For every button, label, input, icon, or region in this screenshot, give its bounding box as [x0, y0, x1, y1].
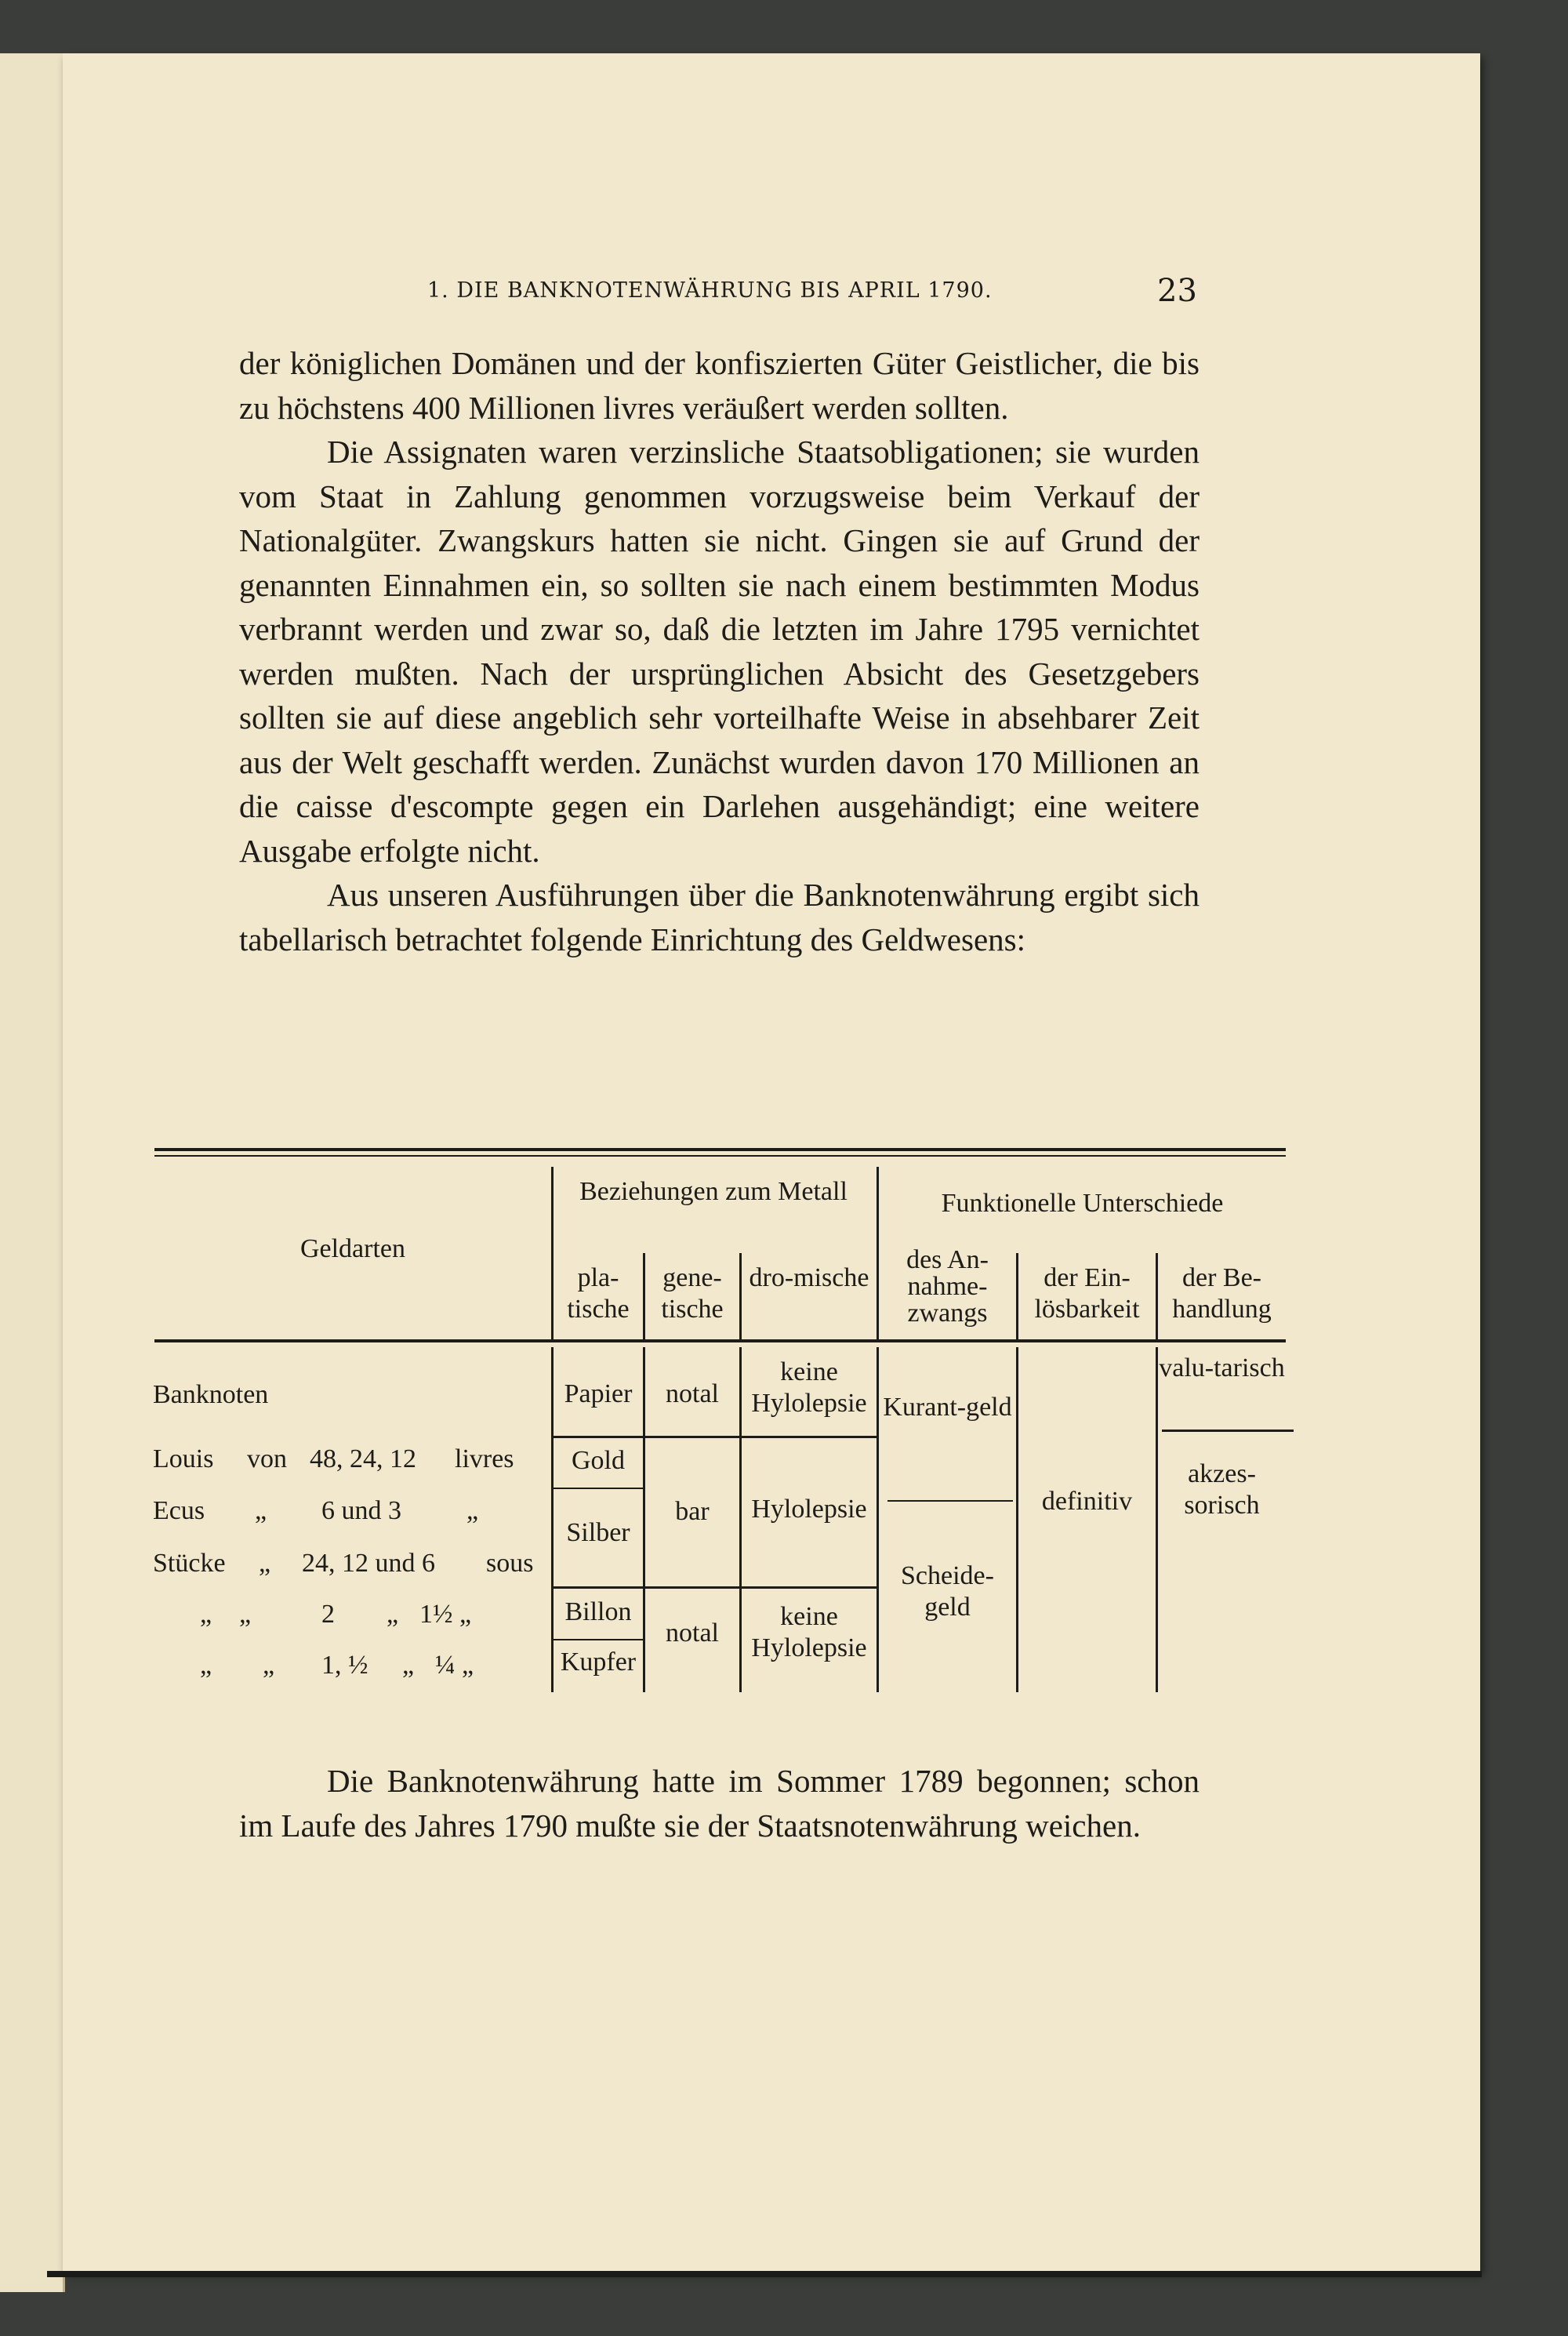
- head-geldarten: Geldarten: [299, 1234, 406, 1263]
- cell-valutarisch: valu-tarisch: [1159, 1353, 1285, 1382]
- cell-hylolepsie: Hylolepsie: [751, 1495, 867, 1524]
- rule-silber: [554, 1586, 643, 1589]
- cell-keine-hylolepsie-2: keine Hylolepsie: [751, 1602, 867, 1662]
- table-header-rule: [154, 1339, 1286, 1342]
- paragraph-1: der königlichen Domänen und der konfiszierten Güter Geistlicher, die bis zu höchstens 400 Millionen livres veräußert werden sollten.: [239, 345, 1200, 426]
- paragraph-3: Aus unseren Ausführungen über die Banknotenwährung ergibt sich tabellarisch betrachtet folgende Einrichtung des Geldwesens:: [239, 877, 1200, 957]
- page-bottom-edge: [47, 2271, 1482, 2277]
- cell-notal-1: notal: [666, 1379, 719, 1408]
- paragraph-4: Die Banknotenwährung hatte im Sommer 1789 begonnen; schon im Laufe des Jahres 1790 mußte sie der Staatsnotenwährung weichen.: [239, 1763, 1200, 1844]
- rule-billon: [554, 1639, 643, 1640]
- left-page-edge: [0, 53, 65, 2292]
- cell-billon: Billon: [564, 1597, 632, 1626]
- head-dromische: dro-mische: [749, 1263, 869, 1292]
- page-number: 23: [1157, 273, 1197, 309]
- head-behandlung: der Be-handlung: [1172, 1263, 1272, 1324]
- cell-bar: bar: [675, 1497, 710, 1526]
- table-top-rule: [154, 1148, 1286, 1151]
- head-platische: pla-tische: [567, 1263, 630, 1324]
- rule-keine-top: [742, 1436, 877, 1438]
- rule-papier: [554, 1436, 643, 1438]
- cell-akzessorisch: akzes-sorisch: [1184, 1459, 1260, 1520]
- head-annahmezwang: des An-nahme-zwangs: [906, 1245, 989, 1328]
- rule-kurantgeld: [887, 1500, 1013, 1502]
- rule-bar: [645, 1586, 739, 1589]
- rule-notal-top: [645, 1436, 739, 1438]
- cell-scheidegeld: Scheide-geld: [901, 1561, 994, 1622]
- cell-papier: Papier: [564, 1379, 633, 1408]
- cell-kurantgeld: Kurant-geld: [883, 1393, 1012, 1422]
- rule-valutarisch: [1162, 1430, 1294, 1432]
- rule-gold: [554, 1488, 643, 1489]
- running-header: 1. DIE BANKNOTENWÄHRUNG BIS APRIL 1790.: [427, 278, 993, 303]
- head-genetische: gene-tische: [661, 1263, 724, 1324]
- table-top-rule-thin: [154, 1155, 1286, 1157]
- cell-keine-hylolepsie-1: keine Hylolepsie: [751, 1357, 867, 1418]
- cell-definitiv: definitiv: [1041, 1487, 1133, 1516]
- body-text-bottom: [239, 1759, 1200, 1847]
- rule-hylolepsie: [742, 1586, 877, 1589]
- paragraph-2: Die Assignaten waren verzinsliche Staatsobligationen; sie wurden vom Staat in Zahlung genommen vorzugsweise beim Verkauf der Nationalgüter. Zwangskurs hatten sie nicht. Gingen sie auf Grund der genannten Einnahmen ein, so sollten sie nach einem bestimmten Modus verbrannt werden und zwar so, daß die letzten im Jahre 1795 vernichtet werden mußten. Nach der ursprünglichen Absicht des Gesetzgebers sollten sie auf diese angeblich sehr vorteilhafte Weise in absehbarer Zeit aus der Welt geschafft werden. Zunächst wurden davon 170 Millionen an die caisse d'escompte gegen ein Darlehen ausgehändigt; eine weitere Ausgabe erfolgte nicht.: [239, 434, 1200, 869]
- head-einloesbarkeit: der Ein-lösbarkeit: [1034, 1263, 1140, 1324]
- head-metall-group: Beziehungen zum Metall: [579, 1177, 848, 1206]
- body-text-top: [239, 341, 1200, 961]
- head-funktion-group: Funktionelle Unterschiede: [941, 1189, 1224, 1218]
- cell-silber: Silber: [566, 1518, 630, 1547]
- cell-kupfer: Kupfer: [560, 1648, 637, 1677]
- body-divider-5: [1016, 1347, 1018, 1692]
- cell-gold: Gold: [572, 1446, 625, 1475]
- cell-notal-2: notal: [666, 1618, 719, 1648]
